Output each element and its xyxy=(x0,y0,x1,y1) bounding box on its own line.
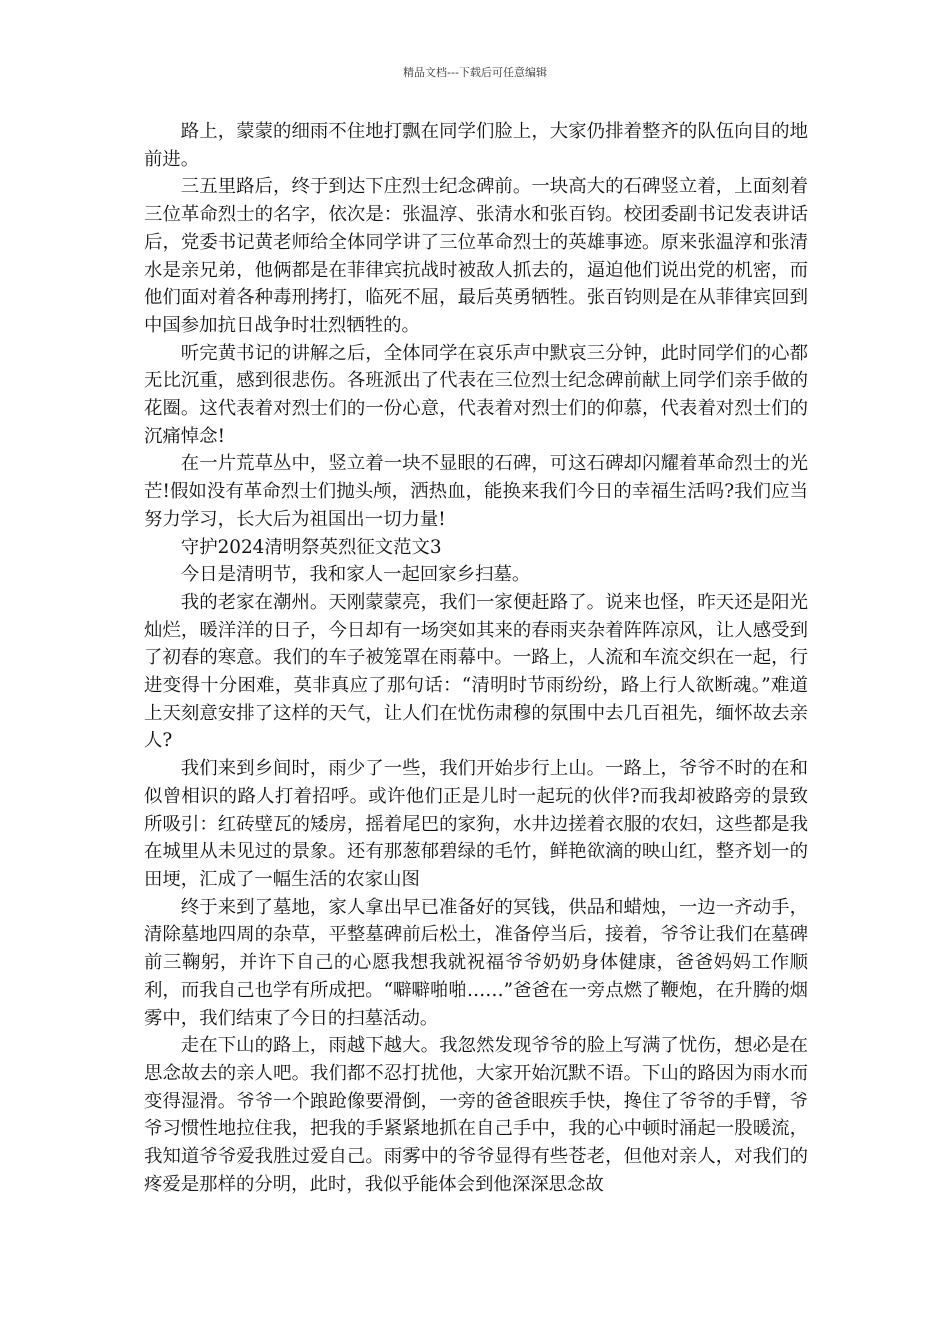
paragraph: 我们来到乡间时，雨少了一些，我们开始步行上山。一路上，爷爷不时的在和似曾相识的路人打着招呼。或许他们正是儿时一起玩的伙伴?而我却被路旁的景致所吸引：红砖壁瓦的矮房，摇着尾巴的家狗，水井边搓着衣服的农妇，这些都是我在城里从未见过的景象。还有那葱郁碧绿的毛竹，鲜艳欲滴的映山红，整齐划一的田埂，汇成了一幅生活的农家山图 xyxy=(144,758,808,890)
section-title: 守护2024清明祭英烈征文范文3 xyxy=(180,536,442,558)
paragraph: 走在下山的路上，雨越下越大。我忽然发现爷爷的脸上写满了忧伤，想必是在思念故去的亲人吧。我们都不忍打扰他，大家开始沉默不语。下山的路因为雨水而变得湿滑。爷爷一个踉跄像要滑倒，一旁的爸爸眼疾手快，搀住了爷爷的手臂，爷爷习惯性地拉住我，把我的手紧紧地抓在自己手中，我的心中顿时涌起一股暖流，我知道爷爷爱我胜过爱自己。雨雾中的爷爷显得有些苍老，但他对亲人，对我们的疼爱是那样的分明，此时，我似乎能体会到他深深思念故 xyxy=(144,1035,808,1195)
document-body xyxy=(144,118,808,1198)
paragraph: 路上，蒙蒙的细雨不住地打飘在同学们脸上，大家仍排着整齐的队伍向目的地前进。 xyxy=(144,121,808,170)
paragraph: 听完黄书记的讲解之后，全体同学在哀乐声中默哀三分钟，此时同学们的心都无比沉重，感到很悲伤。各班派出了代表在三位烈士纪念碑前献上同学们亲手做的花圈。这代表着对烈士们的一份心意，代表着对烈士们的仰慕，代表着对烈士们的沉痛悼念! xyxy=(144,342,808,447)
paragraph: 今日是清明节，我和家人一起回家乡扫墓。 xyxy=(180,564,531,586)
paragraph: 我的老家在潮州。天刚蒙蒙亮，我们一家便赶路了。说来也怪，昨天还是阳光灿烂，暖洋洋的日子，今日却有一场突如其来的春雨夹杂着阵阵凉风，让人感受到了初春的寒意。我们的车子被笼罩在雨幕中。一路上，人流和车流交织在一起，行进变得十分困难，莫非真应了那句话：“清明时节雨纷纷，路上行人欲断魂。”难道上天刻意安排了这样的天气，让人们在忧伤肃穆的氛围中去几百祖先，缅怀故去亲人? xyxy=(144,591,808,752)
paragraph: 在一片荒草丛中，竖立着一块不显眼的石碑，可这石碑却闪耀着革命烈士的光芒!假如没有革命烈士们抛头颅，洒热血，能换来我们今日的幸福生活吗?我们应当努力学习，长大后为祖国出一切力量! xyxy=(144,453,808,530)
paragraph: 终于来到了墓地，家人拿出早已准备好的冥钱，供品和蜡烛，一边一齐动手，清除墓地四周的杂草，平整墓碑前后松土，准备停当后，接着，爷爷让我们在墓碑前三鞠躬，并许下自己的心愿我想我就祝福爷爷奶奶身体健康，爸爸妈妈工作顺利，而我自己也学有所成把。“噼噼啪啪……”爸爸在一旁点燃了鞭炮，在升腾的烟雾中，我们结束了今日的扫墓活动。 xyxy=(144,896,808,1029)
paragraph: 三五里路后，终于到达下庄烈士纪念碑前。一块高大的石碑竖立着，上面刻着三位革命烈士的名字，依次是：张温淳、张清水和张百钧。校团委副书记发表讲话后，党委书记黄老师给全体同学讲了三位革命烈士的英雄事迹。原来张温淳和张清水是亲兄弟，他俩都是在菲律宾抗战时被敌人抓去的，逼迫他们说出党的机密，而他们面对着各种毒刑拷打，临死不屈，最后英勇牺牲。张百钧则是在从菲律宾回到中国参加抗日战争时壮烈牺牲的。 xyxy=(144,176,808,336)
page-header: 精品文档---下载后可任意编辑 xyxy=(403,66,547,79)
